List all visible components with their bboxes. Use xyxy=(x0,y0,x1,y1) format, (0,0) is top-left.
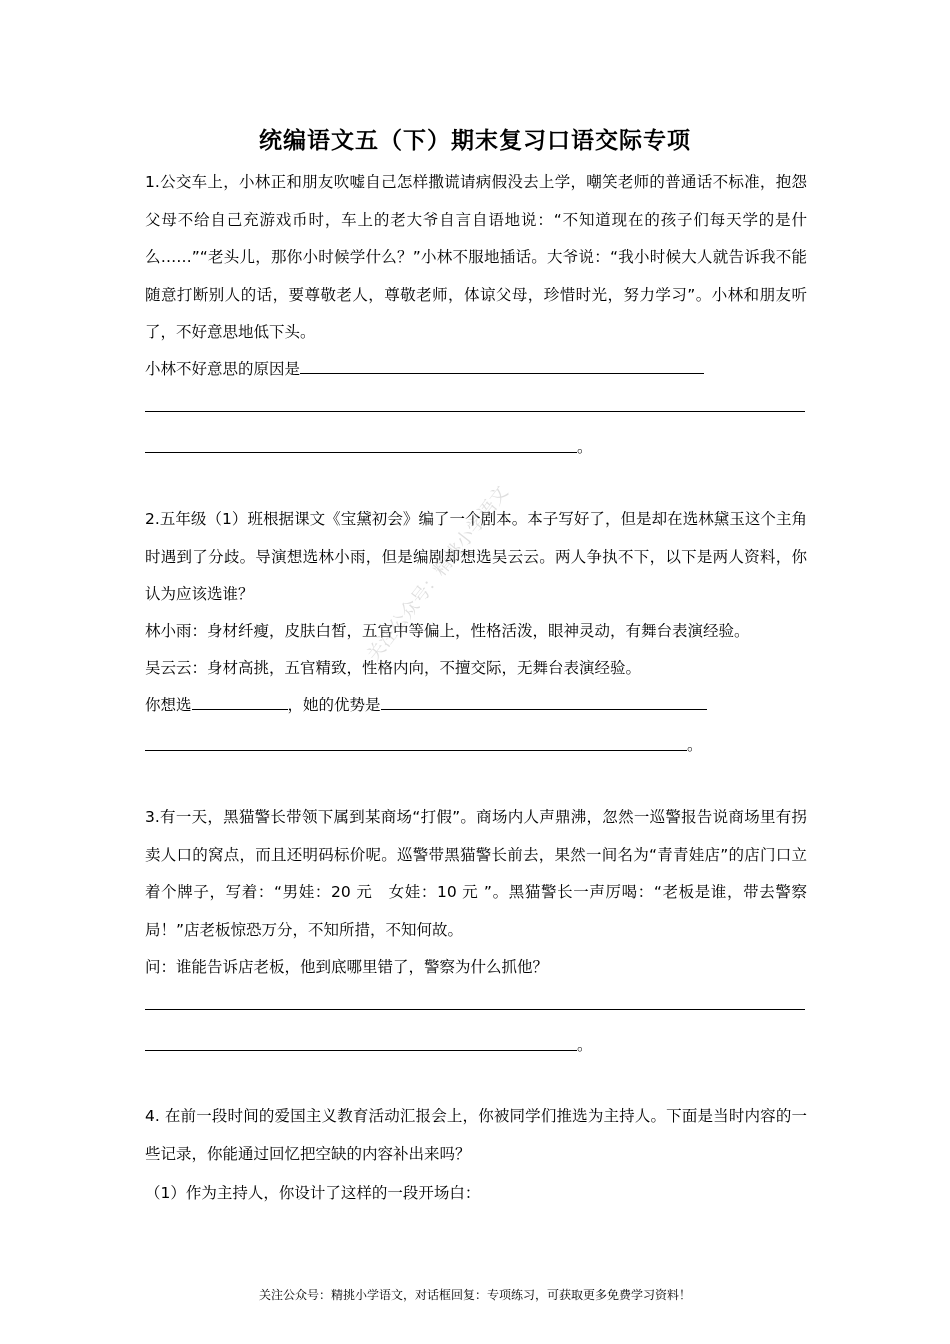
question-4-sub-1: （1）作为主持人，你设计了这样的一段开场白： xyxy=(145,1184,481,1202)
question-1-end-mark: 。 xyxy=(577,438,593,456)
answer-line[interactable] xyxy=(145,411,805,412)
answer-line[interactable] xyxy=(145,1050,577,1051)
question-2-prompt xyxy=(145,694,707,716)
question-3-question: 问：谁能告诉店老板，他到底哪里错了，警察为什么抓他？ xyxy=(145,958,549,976)
answer-line[interactable] xyxy=(145,750,687,751)
question-3-end-mark: 。 xyxy=(577,1036,593,1054)
candidate-lin-xiaoyu: 林小雨：身材纤瘦，皮肤白皙，五官中等偏上，性格活泼，眼神灵动，有舞台表演经验。 xyxy=(145,622,750,640)
page-footer: 关注公众号：精挑小学语文，对话框回复：专项练习，可获取更多免费学习资料！ xyxy=(258,1288,691,1302)
watermark: 关注公众号：精挑小学语文 xyxy=(363,482,513,666)
question-3-text: 3.有一天，黑猫警长带领下属到某商场“打假”。商场内人声鼎沸，忽然一巡警报告说商场里有拐卖人口的窝点，而且还明码标价呢。巡警带黑猫警长前去，果然一间名为“青青娃店”的店门口立着个牌子，写着：“男娃：20 元 女娃：10 元 ”。黑猫警长一声厉喝：“老板是谁，带去警察局！”店老板惊恐万分，不知所措，不知何故。 xyxy=(145,808,807,939)
choose-label: 你想选 xyxy=(145,696,192,714)
answer-line[interactable] xyxy=(145,1009,805,1010)
answer-blank[interactable] xyxy=(300,359,704,374)
choice-blank[interactable] xyxy=(192,695,288,710)
candidate-wu-yunyun: 吴云云：身材高挑，五官精致，性格内向，不擅交际，无舞台表演经验。 xyxy=(145,659,642,677)
question-2-end-mark: 。 xyxy=(687,736,703,754)
question-2-text: 2.五年级（1）班根据课文《宝黛初会》编了一个剧本。本子写好了，但是却在选林黛玉这个主角时遇到了分歧。导演想选林小雨，但是编剧却想选吴云云。两人争执不下，以下是两人资料，你认为应该选谁？ xyxy=(145,510,807,603)
answer-blank[interactable] xyxy=(381,695,707,710)
question-1-prompt xyxy=(145,358,704,380)
question-1-prompt-label: 小林不好意思的原因是 xyxy=(145,360,301,378)
answer-line[interactable] xyxy=(145,452,577,453)
advantage-label: ，她的优势是 xyxy=(287,696,381,714)
page-title: 统编语文五（下）期末复习口语交际专项 xyxy=(259,128,691,154)
question-4-text: 4. 在前一段时间的爱国主义教育活动汇报会上，你被同学们推选为主持人。下面是当时内容的一些记录，你能通过回忆把空缺的内容补出来吗？ xyxy=(145,1107,807,1163)
question-1-text: 1.公交车上，小林正和朋友吹嘘自己怎样撒谎请病假没去上学，嘲笑老师的普通话不标准，抱怨父母不给自己充游戏币时，车上的老大爷自言自语地说：“不知道现在的孩子们每天学的是什么……”“老头儿，那你小时候学什么？”小林不服地插话。大爷说：“我小时候大人就告诉我不能随意打断别人的话，要尊敬老人，尊敬老师，体谅父母，珍惜时光，努力学习”。小林和朋友听了，不好意思地低下头。 xyxy=(145,173,807,341)
